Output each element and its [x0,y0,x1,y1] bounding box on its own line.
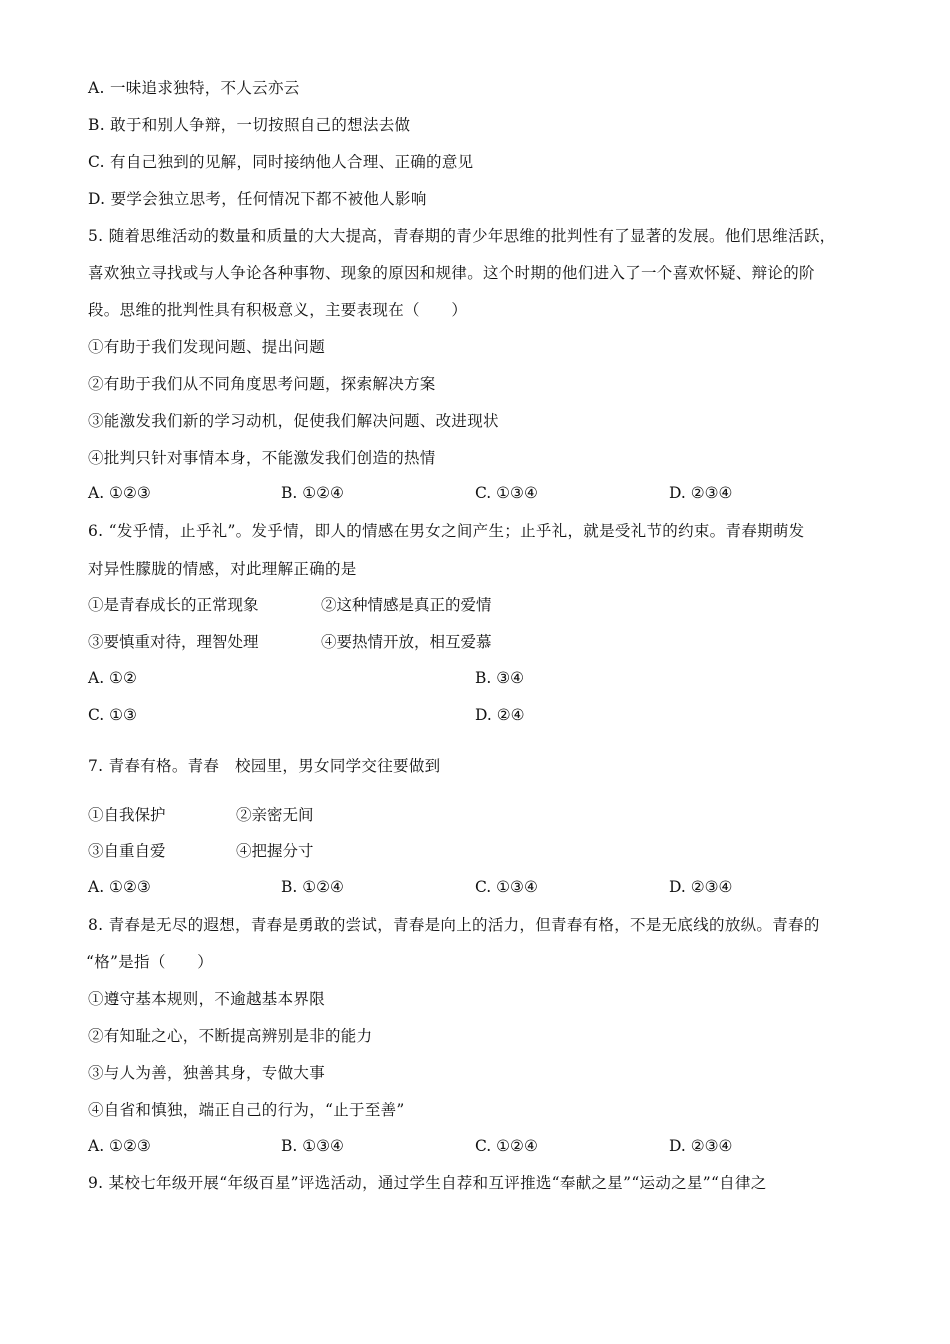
q8-stem-line-2: “格”是指（ ） [86,953,214,971]
q6-item-3: ③要慎重对待，理智处理 [88,633,259,651]
q6-item-1: ①是青春成长的正常现象 [88,596,259,614]
q5-stem-line-2: 喜欢独立寻找或与人争论各种事物、现象的原因和规律。这个时期的他们进入了一个喜欢怀疑、辩论的阶 [88,264,815,282]
q5-item-4: ④批判只针对事情本身，不能激发我们创造的热情 [88,449,436,467]
q7-stem: 7. 青春有格。青春 校园里，男女同学交往要做到 [88,757,441,775]
q5-option-d: D. ②③④ [669,484,733,502]
q8-item-1: ①遵守基本规则，不逾越基本界限 [88,990,326,1008]
q8-option-b: B. ①③④ [281,1137,344,1155]
q5-option-c: C. ①③④ [475,484,538,502]
q5-stem-line-1: 5. 随着思维活动的数量和质量的大大提高，青春期的青少年思维的批判性有了显著的发展。他们思维活跃， [88,227,836,245]
q6-item-2: ②这种情感是真正的爱情 [321,596,492,614]
q4-option-a: A. 一味追求独特，不人云亦云 [88,79,300,97]
q8-option-d: D. ②③④ [669,1137,733,1155]
q7-item-1: ①自我保护 [88,806,166,824]
q5-item-3: ③能激发我们新的学习动机，促使我们解决问题、改进现状 [88,412,499,430]
q8-stem-line-1: 8. 青春是无尽的遐想，青春是勇敢的尝试，青春是向上的活力，但青春有格，不是无底线的放纵。青春的 [88,916,820,934]
q6-option-d: D. ②④ [475,706,525,724]
q5-stem-line-3: 段。思维的批判性具有积极意义，主要表现在（ ） [88,301,468,319]
q6-stem-line-1: 6. “发乎情，止乎礼”。发乎情，即人的情感在男女之间产生；止乎礼，就是受礼节的约束。青春期萌发 [88,522,805,540]
q6-option-a: A. ①② [88,669,137,687]
q5-item-1: ①有助于我们发现问题、提出问题 [88,338,326,356]
q7-option-a: A. ①②③ [88,878,151,896]
q5-item-2: ②有助于我们从不同角度思考问题，探索解决方案 [88,375,436,393]
q7-option-d: D. ②③④ [669,878,733,896]
q8-item-2: ②有知耻之心，不断提高辨别是非的能力 [88,1027,373,1045]
q5-option-b: B. ①②④ [281,484,344,502]
q4-option-d: D. 要学会独立思考，任何情况下都不被他人影响 [88,190,427,208]
q8-option-a: A. ①②③ [88,1137,151,1155]
q6-option-b: B. ③④ [475,669,525,687]
q9-stem: 9. 某校七年级开展“年级百星”评选活动，通过学生自荐和互评推选“奉献之星”“运动之星”“自律之 [88,1174,767,1192]
q5-option-a: A. ①②③ [88,484,151,502]
q7-option-c: C. ①③④ [475,878,538,896]
q6-item-4: ④要热情开放，相互爱慕 [321,633,492,651]
q6-option-c: C. ①③ [88,706,137,724]
q4-option-b: B. 敢于和别人争辩，一切按照自己的想法去做 [88,116,411,134]
q7-item-2: ②亲密无间 [236,806,314,824]
q8-option-c: C. ①②④ [475,1137,538,1155]
q4-option-c: C. 有自己独到的见解，同时接纳他人合理、正确的意见 [88,153,474,171]
q7-item-4: ④把握分寸 [236,842,314,860]
q8-item-3: ③与人为善，独善其身，专做大事 [88,1064,326,1082]
q8-item-4: ④自省和慎独，端正自己的行为，“止于至善” [88,1101,405,1119]
q6-stem-line-2: 对异性朦胧的情感，对此理解正确的是 [88,560,357,578]
q7-item-3: ③自重自爱 [88,842,166,860]
q7-option-b: B. ①②④ [281,878,344,896]
